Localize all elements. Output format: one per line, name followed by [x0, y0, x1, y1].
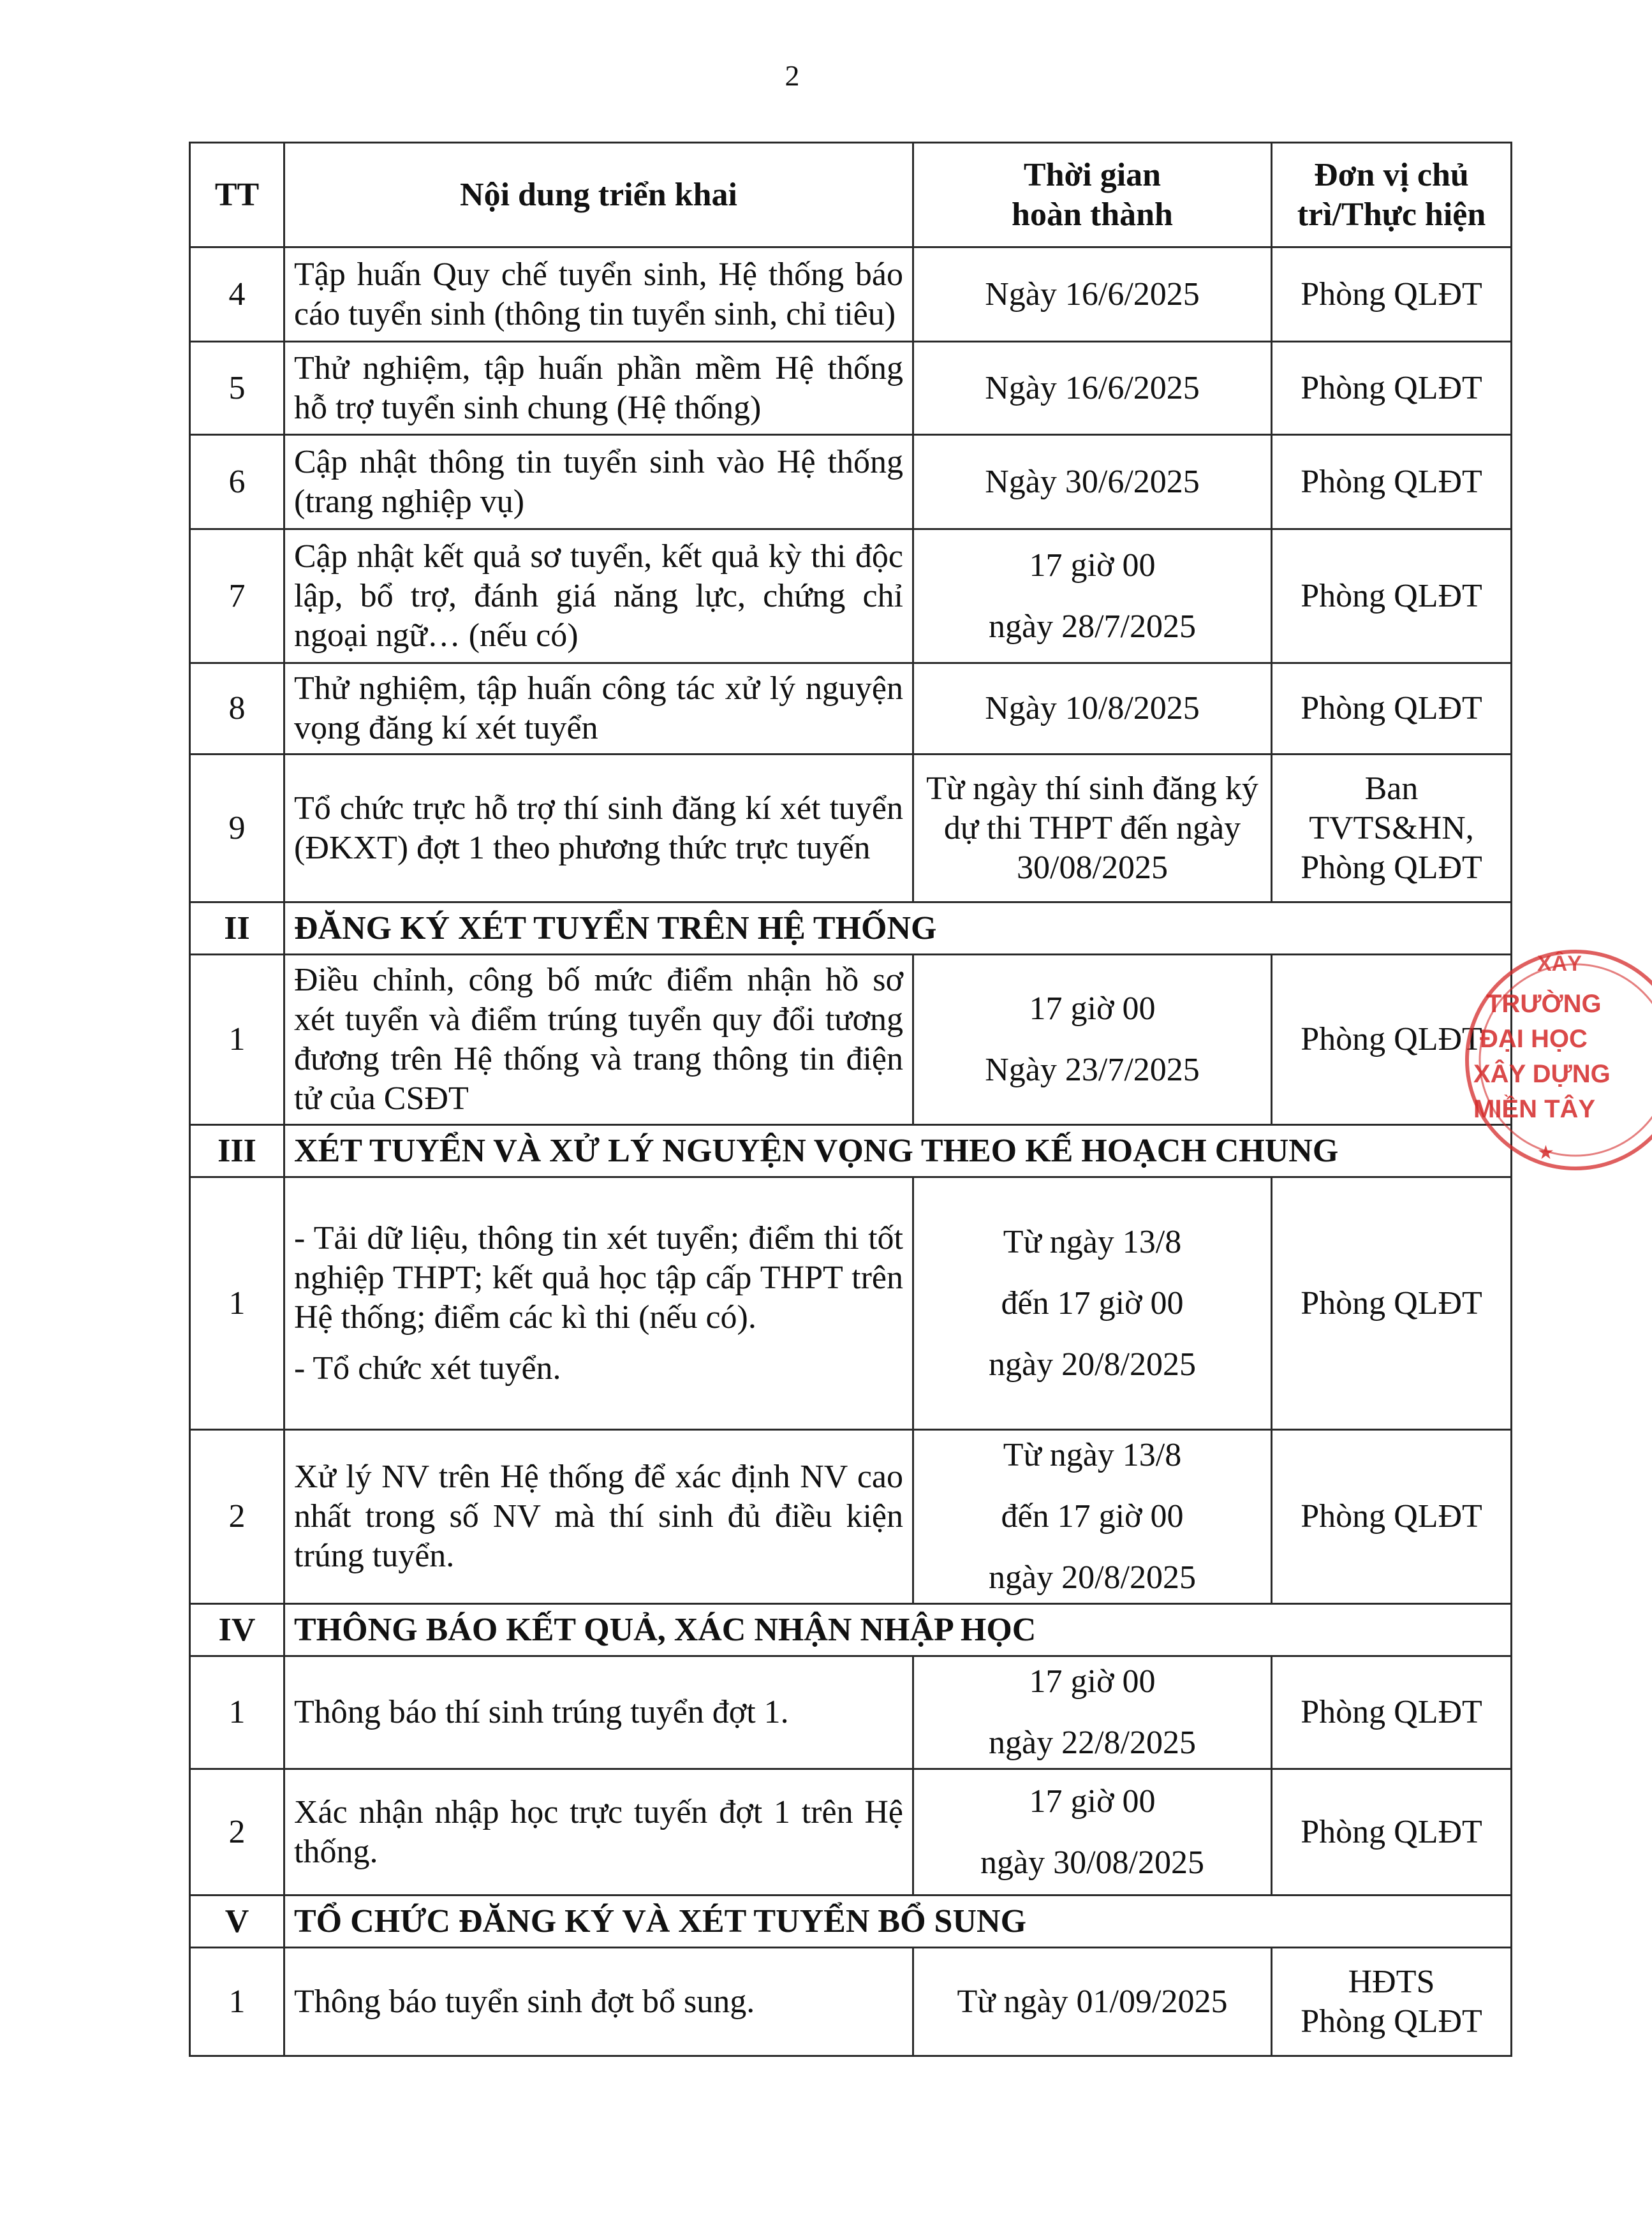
row-time-line: Từ ngày thí sinh đăng ký dự thi THPT đến ngày 30/08/2025 — [926, 770, 1258, 886]
section-title: XÉT TUYỂN VÀ XỬ LÝ NGUYỆN VỌNG THEO KẾ HOẠCH CHUNG — [284, 1125, 1512, 1177]
table-row — [190, 435, 1512, 529]
header-time — [913, 143, 1272, 247]
section-title: THÔNG BÁO KẾT QUẢ, XÁC NHẬN NHẬP HỌC — [284, 1604, 1512, 1656]
row-time — [913, 663, 1272, 755]
table-row — [190, 247, 1512, 342]
table-row — [190, 663, 1512, 755]
row-time-line: đến 17 giờ 00 — [1001, 1285, 1184, 1321]
row-content — [284, 663, 913, 755]
row-time-line: Ngày 16/6/2025 — [985, 369, 1200, 406]
table-row — [190, 1430, 1512, 1604]
stamp-star-icon: ★ — [1537, 1142, 1554, 1164]
row-unit-line: Phòng QLĐT — [1301, 690, 1482, 726]
row-unit-line: Phòng QLĐT — [1301, 463, 1482, 500]
row-time — [913, 1656, 1272, 1769]
row-time-line: 17 giờ 00 — [1029, 990, 1156, 1027]
section-row — [190, 1604, 1512, 1656]
row-unit — [1272, 1656, 1512, 1769]
section-number: II — [190, 902, 284, 955]
row-unit-line: Phòng QLĐT — [1301, 577, 1482, 614]
row-time — [913, 1948, 1272, 2056]
row-time-line: Từ ngày 01/09/2025 — [957, 1983, 1228, 2020]
row-content-line: Tổ chức trực hỗ trợ thí sinh đăng kí xét tuyển (ĐKXT) đợt 1 theo phương thức trực tuyến — [294, 790, 903, 866]
row-unit-line: Phòng QLĐT — [1301, 1813, 1482, 1850]
row-content-line: Thông báo thí sinh trúng tuyển đợt 1. — [294, 1694, 789, 1730]
row-content — [284, 1656, 913, 1769]
row-number: 1 — [190, 1948, 284, 2056]
stamp-text-3: XÂY DỰNG — [1473, 1060, 1611, 1088]
row-unit — [1272, 1177, 1512, 1430]
table-row — [190, 529, 1512, 663]
row-time-line: Ngày 10/8/2025 — [985, 690, 1200, 726]
row-time-line: ngày 22/8/2025 — [989, 1725, 1196, 1761]
row-content-line: Xác nhận nhập học trực tuyến đợt 1 trên Hệ thống. — [294, 1793, 903, 1870]
row-content — [284, 755, 913, 902]
row-unit — [1272, 435, 1512, 529]
row-content — [284, 1177, 913, 1430]
row-time-line: đến 17 giờ 00 — [1001, 1498, 1184, 1535]
row-unit — [1272, 1769, 1512, 1896]
row-number: 4 — [190, 247, 284, 342]
row-number: 9 — [190, 755, 284, 902]
header-unit-line1: Đơn vị chủ — [1314, 156, 1469, 193]
row-time-line: 17 giờ 00 — [1029, 1783, 1156, 1820]
row-content-line: - Tải dữ liệu, thông tin xét tuyển; điểm thi tốt nghiệp THPT; kết quả học tập cấp THPT trên Hệ thống; điểm các kì thi (nếu có). — [294, 1219, 903, 1336]
section-number: IV — [190, 1604, 284, 1656]
row-content — [284, 1769, 913, 1896]
row-time-line: ngày 20/8/2025 — [989, 1559, 1196, 1596]
row-number: 5 — [190, 342, 284, 435]
row-unit — [1272, 529, 1512, 663]
row-content — [284, 435, 913, 529]
row-time-line: ngày 20/8/2025 — [989, 1346, 1196, 1383]
table-header-row — [190, 143, 1512, 247]
row-content-line: Thông báo tuyển sinh đợt bổ sung. — [294, 1983, 755, 2020]
row-number: 8 — [190, 663, 284, 755]
row-content-line: Cập nhật thông tin tuyển sinh vào Hệ thống (trang nghiệp vụ) — [294, 443, 903, 520]
row-content — [284, 342, 913, 435]
row-content — [284, 247, 913, 342]
row-time-line: Từ ngày 13/8 — [1003, 1437, 1182, 1473]
row-number: 2 — [190, 1430, 284, 1604]
row-unit-line: Phòng QLĐT — [1301, 1498, 1482, 1535]
table-row — [190, 1656, 1512, 1769]
row-time — [913, 955, 1272, 1125]
row-unit-line: Ban TVTS&HN, Phòng QLĐT — [1301, 770, 1482, 886]
section-number: III — [190, 1125, 284, 1177]
row-time-line: Ngày 23/7/2025 — [985, 1052, 1200, 1088]
row-content — [284, 1948, 913, 2056]
row-content-line: Thử nghiệm, tập huấn phần mềm Hệ thống hỗ trợ tuyển sinh chung (Hệ thống) — [294, 350, 903, 426]
row-time-line: 17 giờ 00 — [1029, 547, 1156, 584]
row-time-line: 17 giờ 00 — [1029, 1663, 1156, 1700]
table-row — [190, 955, 1512, 1125]
row-unit-line: HĐTS — [1348, 1963, 1435, 2000]
row-unit — [1272, 1948, 1512, 2056]
row-time — [913, 529, 1272, 663]
row-content — [284, 1430, 913, 1604]
section-row — [190, 902, 1512, 955]
header-time-line2: hoàn thành — [1012, 196, 1173, 233]
row-time-line: ngày 30/08/2025 — [980, 1844, 1204, 1881]
section-number: V — [190, 1896, 284, 1948]
row-unit — [1272, 663, 1512, 755]
row-unit-line: Phòng QLĐT — [1301, 1285, 1482, 1321]
row-time — [913, 342, 1272, 435]
row-time — [913, 435, 1272, 529]
row-unit-line: Phòng QLĐT — [1301, 1694, 1482, 1730]
row-unit-line: Phòng QLĐT — [1301, 276, 1482, 313]
header-unit-line2: trì/Thực hiện — [1297, 196, 1486, 233]
row-unit — [1272, 1430, 1512, 1604]
page-number: 2 — [785, 59, 800, 92]
row-time — [913, 247, 1272, 342]
table-row — [190, 1177, 1512, 1430]
stamp-text-1: TRƯỜNG — [1486, 990, 1602, 1018]
row-content-line: Cập nhật kết quả sơ tuyển, kết quả kỳ thi độc lập, bổ trợ, đánh giá năng lực, chứng chỉ ngoại ngữ… (nếu có) — [294, 538, 903, 654]
row-content-line: - Tổ chức xét tuyển. — [294, 1350, 561, 1387]
row-unit-line: Phòng QLĐT — [1301, 369, 1482, 406]
row-content — [284, 529, 913, 663]
row-number: 6 — [190, 435, 284, 529]
row-content-line: Điều chỉnh, công bố mức điểm nhận hồ sơ xét tuyển và điểm trúng tuyển quy đổi tương đương trên Hệ thống và trang thông tin điện tử của CSĐT — [294, 962, 903, 1117]
plan-table — [189, 142, 1512, 2057]
table-row — [190, 1769, 1512, 1896]
table-row — [190, 1948, 1512, 2056]
section-row — [190, 1125, 1512, 1177]
row-number: 1 — [190, 1177, 284, 1430]
row-number: 2 — [190, 1769, 284, 1896]
table-row — [190, 755, 1512, 902]
official-stamp — [1461, 913, 1652, 1181]
row-time-line: ngày 28/7/2025 — [989, 608, 1196, 645]
section-title: ĐĂNG KÝ XÉT TUYỂN TRÊN HỆ THỐNG — [284, 902, 1512, 955]
section-title: TỔ CHỨC ĐĂNG KÝ VÀ XÉT TUYỂN BỔ SUNG — [284, 1896, 1512, 1948]
header-time-line1: Thời gian — [1023, 156, 1162, 193]
row-number: 1 — [190, 955, 284, 1125]
row-time — [913, 755, 1272, 902]
row-unit-line: Phòng QLĐT — [1301, 2003, 1482, 2040]
row-content — [284, 955, 913, 1125]
stamp-text-4: MIỀN TÂY — [1473, 1095, 1596, 1123]
header-unit — [1272, 143, 1512, 247]
row-number: 1 — [190, 1656, 284, 1769]
row-unit-line: Phòng QLĐT — [1301, 1021, 1482, 1057]
stamp-text-0: XÂY — [1537, 952, 1582, 976]
row-time — [913, 1177, 1272, 1430]
row-content-line: Thử nghiệm, tập huấn công tác xử lý nguyện vọng đăng kí xét tuyển — [294, 670, 903, 746]
row-time-line: Từ ngày 13/8 — [1003, 1223, 1182, 1260]
stamp-text-2: ĐẠI HỌC — [1480, 1025, 1588, 1053]
row-number: 7 — [190, 529, 284, 663]
row-content-line: Xử lý NV trên Hệ thống để xác định NV cao nhất trong số NV mà thí sinh đủ điều kiện trúng tuyển. — [294, 1459, 903, 1574]
header-content: Nội dung triển khai — [284, 143, 913, 247]
row-content-line: Tập huấn Quy chế tuyển sinh, Hệ thống báo cáo tuyển sinh (thông tin tuyển sinh, chỉ tiêu) — [294, 256, 903, 332]
header-tt: TT — [190, 143, 284, 247]
row-unit — [1272, 247, 1512, 342]
section-row — [190, 1896, 1512, 1948]
row-time — [913, 1430, 1272, 1604]
row-unit — [1272, 755, 1512, 902]
row-time-line: Ngày 16/6/2025 — [985, 276, 1200, 313]
row-time-line: Ngày 30/6/2025 — [985, 463, 1200, 500]
table-row — [190, 342, 1512, 435]
row-time — [913, 1769, 1272, 1896]
row-unit — [1272, 342, 1512, 435]
